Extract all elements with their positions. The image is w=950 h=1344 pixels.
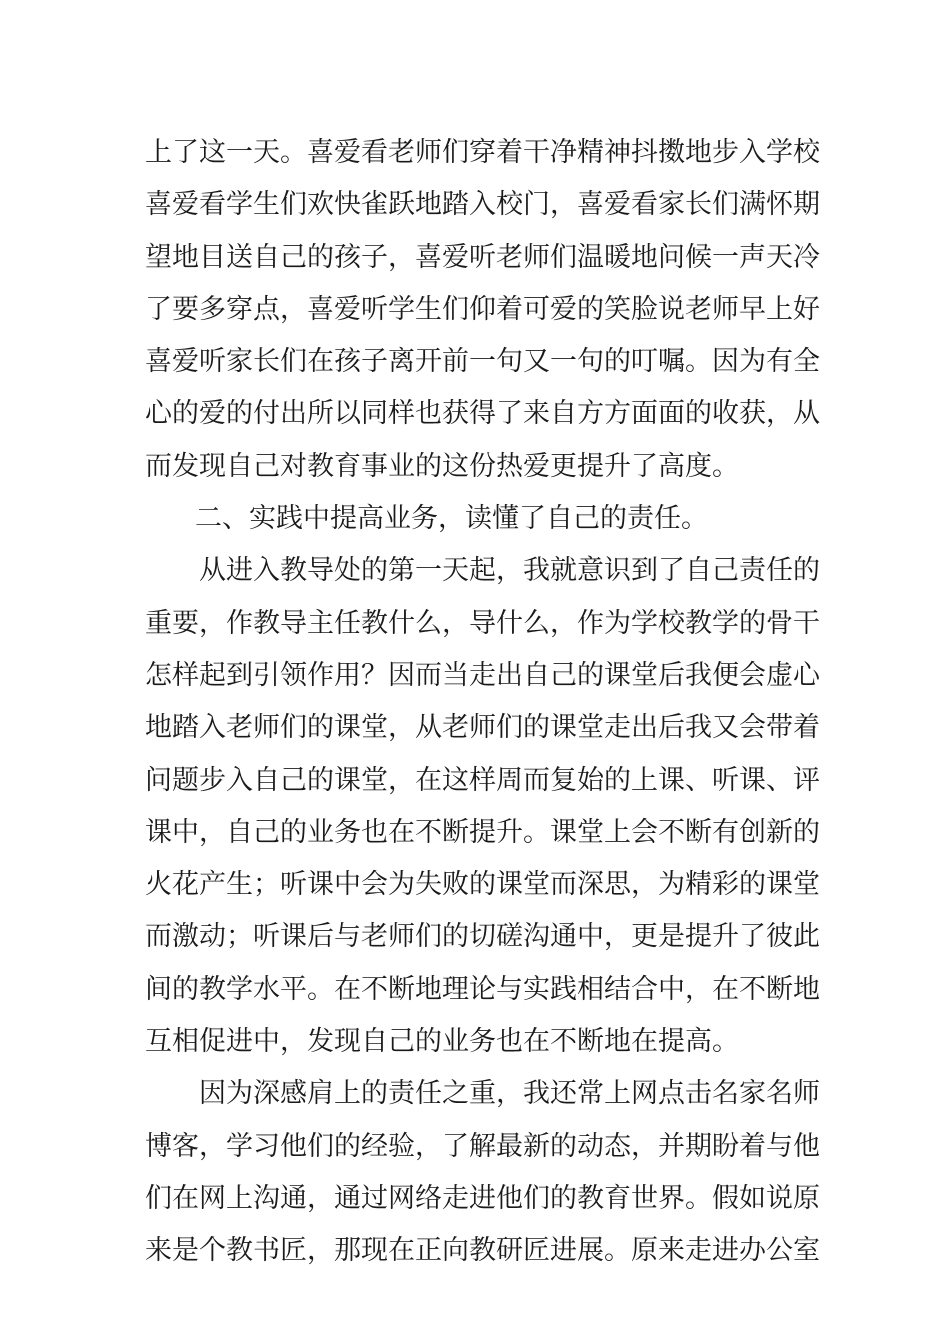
text-line: 而发现自己对教育事业的这份热爱更提升了高度。: [145, 450, 739, 482]
text-line: 望地目送自己的孩子，喜爱听老师们温暖地问候一声天冷: [145, 241, 820, 273]
text-line: 问题步入自己的课堂，在这样周而复始的上课、听课、评: [145, 764, 820, 796]
text-line: 而激动；听课后与老师们的切磋沟通中，更是提升了彼此: [145, 921, 820, 953]
text-line: 们在网上沟通，通过网络走进他们的教育世界。假如说原: [145, 1182, 820, 1214]
text-line: 喜爱看学生们欢快雀跃地踏入校门，喜爱看家长们满怀期: [145, 189, 820, 221]
document-body: [145, 127, 820, 1278]
section-heading: 二、实践中提高业务，读懂了自己的责任。: [195, 503, 708, 535]
text-line: 间的教学水平。在不断地理论与实践相结合中，在不断地: [145, 973, 820, 1005]
text-line: 了要多穿点，喜爱听学生们仰着可爱的笑脸说老师早上好: [145, 293, 820, 325]
text-line: 喜爱听家长们在孩子离开前一句又一句的叮嘱。因为有全: [145, 346, 820, 378]
text-line: 火花产生；听课中会为失败的课堂而深思，为精彩的课堂: [145, 869, 820, 901]
text-line: 课中，自己的业务也在不断提升。课堂上会不断有创新的: [145, 816, 820, 848]
text-line: 重要，作教导主任教什么，导什么，作为学校教学的骨干: [145, 607, 820, 639]
text-line: 上了这一天。喜爱看老师们穿着干净精神抖擞地步入学校: [145, 137, 820, 168]
text-line: 博客，学习他们的经验，了解最新的动态，并期盼着与他: [145, 1130, 820, 1162]
text-line: 地踏入老师们的课堂，从老师们的课堂走出后我又会带着: [145, 712, 820, 744]
text-line: 心的爱的付出所以同样也获得了来自方方面面的收获，从: [145, 398, 820, 430]
text-line: 来是个教书匠，那现在正向教研匠进展。原来走进办公室: [145, 1235, 820, 1267]
paragraph-first-line: 因为深感肩上的责任之重，我还常上网点击名家名师: [199, 1078, 820, 1110]
text-line: 怎样起到引领作用？因而当走出自己的课堂后我便会虚心: [145, 659, 820, 691]
paragraph-first-line: 从进入教导处的第一天起，我就意识到了自己责任的: [199, 555, 820, 587]
text-line: 互相促进中，发现自己的业务也在不断地在提高。: [145, 1026, 739, 1058]
